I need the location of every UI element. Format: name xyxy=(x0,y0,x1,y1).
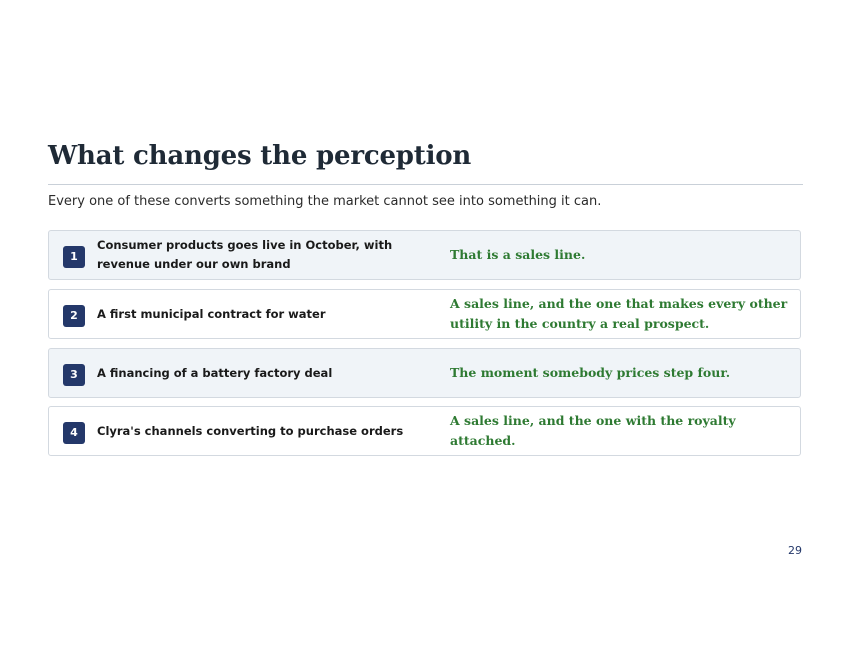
item-number-badge: 2 xyxy=(63,305,85,327)
item-number-badge: 4 xyxy=(63,422,85,444)
list-item xyxy=(48,289,801,339)
item-description: A financing of a battery factory deal xyxy=(97,365,333,380)
item-outcome: A sales line, and the one with the royalty attached. xyxy=(450,413,736,448)
list-item xyxy=(48,230,801,280)
slide-subtitle: Every one of these converts something the market cannot see into something it can. xyxy=(48,194,602,209)
item-outcome: The moment somebody prices step four. xyxy=(450,365,731,380)
slide-title: What changes the perception xyxy=(48,141,472,171)
list-item xyxy=(48,348,801,398)
item-outcome: A sales line, and the one that makes every other utility in the country a real prospect. xyxy=(450,296,788,331)
item-description: A first municipal contract for water xyxy=(97,306,326,321)
page-number: 29 xyxy=(788,544,802,557)
item-outcome: That is a sales line. xyxy=(450,247,586,262)
title-divider xyxy=(48,184,803,185)
item-description: Clyra's channels converting to purchase orders xyxy=(97,423,404,438)
item-description: Consumer products goes live in October, with revenue under our own brand xyxy=(97,238,393,271)
item-number-badge: 3 xyxy=(63,364,85,386)
item-number-badge: 1 xyxy=(63,246,85,268)
list-item xyxy=(48,406,801,456)
